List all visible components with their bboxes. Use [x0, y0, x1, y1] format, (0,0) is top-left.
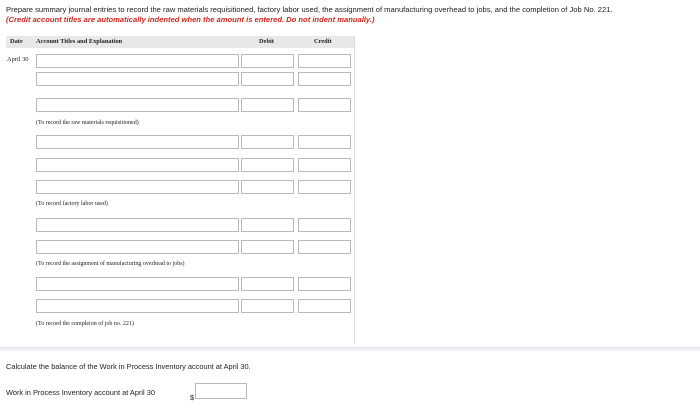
credit-input[interactable] — [298, 218, 351, 232]
journal-table — [6, 36, 355, 344]
explanation-overhead: (To record the assignment of manufacturing overhead to jobs) — [36, 261, 185, 267]
credit-input[interactable] — [298, 240, 351, 254]
credit-input[interactable] — [298, 135, 351, 149]
credit-input[interactable] — [298, 54, 351, 68]
account-title-input[interactable] — [36, 158, 239, 172]
wip-balance-input[interactable] — [195, 383, 247, 399]
account-title-input[interactable] — [36, 277, 239, 291]
explanation-factory-labor: (To record factory labor used) — [36, 201, 108, 207]
debit-input[interactable] — [241, 299, 294, 313]
header-debit: Debit — [259, 38, 274, 45]
explanation-job-completion: (To record the compleion of job no. 221) — [36, 321, 134, 327]
account-title-input[interactable] — [36, 98, 239, 112]
account-title-input[interactable] — [36, 299, 239, 313]
debit-input[interactable] — [241, 72, 294, 86]
instructions-note: (Credit account titles are automatically indented when the amount is entered. Do not indent manually.) — [6, 15, 375, 24]
balance-prompt: Calculate the balance of the Work in Process Inventory account at April 30. — [6, 362, 251, 371]
credit-input[interactable] — [298, 158, 351, 172]
section-divider — [0, 347, 700, 351]
credit-input[interactable] — [298, 277, 351, 291]
debit-input[interactable] — [241, 98, 294, 112]
debit-input[interactable] — [241, 240, 294, 254]
debit-input[interactable] — [241, 54, 294, 68]
account-title-input[interactable] — [36, 135, 239, 149]
account-title-input[interactable] — [36, 218, 239, 232]
debit-input[interactable] — [241, 277, 294, 291]
instructions — [6, 5, 696, 25]
header-credit: Credit — [314, 38, 332, 45]
entry-date: April 30 — [7, 56, 29, 63]
account-title-input[interactable] — [36, 240, 239, 254]
instructions-text: Prepare summary journal entries to record the raw materials requisitioned, factory labor used, the assignment of manufacturing overhead to jobs, and the completion of Job No. 221. — [6, 5, 613, 14]
account-title-input[interactable] — [36, 180, 239, 194]
credit-input[interactable] — [298, 299, 351, 313]
currency-symbol: $ — [190, 393, 195, 402]
account-title-input[interactable] — [36, 54, 239, 68]
table-header — [6, 36, 354, 48]
debit-input[interactable] — [241, 218, 294, 232]
header-account: Account Titles and Explanation — [36, 38, 123, 45]
credit-input[interactable] — [298, 98, 351, 112]
explanation-raw-materials: (To record the raw materials requisitioned) — [36, 120, 139, 126]
debit-input[interactable] — [241, 158, 294, 172]
wip-balance-label: Work in Process Inventory account at April 30 — [6, 388, 155, 397]
account-title-input[interactable] — [36, 72, 239, 86]
header-date: Date — [10, 38, 23, 45]
debit-input[interactable] — [241, 180, 294, 194]
credit-input[interactable] — [298, 72, 351, 86]
credit-input[interactable] — [298, 180, 351, 194]
debit-input[interactable] — [241, 135, 294, 149]
